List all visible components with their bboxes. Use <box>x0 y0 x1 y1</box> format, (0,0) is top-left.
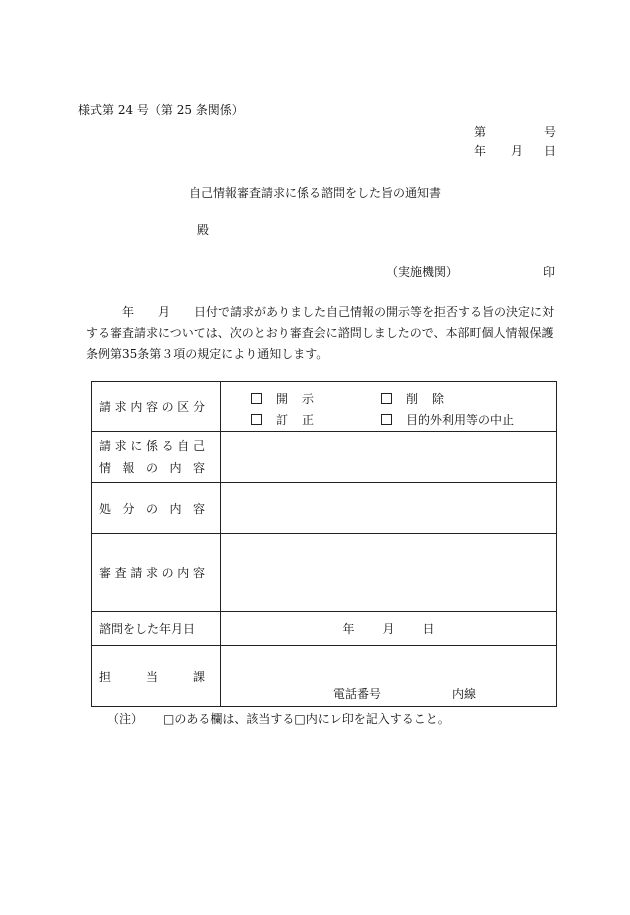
table-row <box>92 382 557 432</box>
disposition-field[interactable] <box>221 483 557 534</box>
body-year: 年 <box>122 305 135 319</box>
table-row <box>92 534 557 612</box>
option-correct[interactable]: 訂 正 <box>251 411 328 428</box>
requested-info-field[interactable] <box>221 432 557 483</box>
table-row <box>92 612 557 646</box>
checkbox-disclose[interactable] <box>251 393 262 404</box>
department-field[interactable] <box>221 646 557 707</box>
body-paragraph <box>86 302 556 365</box>
body-month: 月 <box>158 305 171 319</box>
label-char: 内 <box>130 400 143 414</box>
extension-label: 内線 <box>452 687 477 701</box>
date-day: 日 <box>543 144 556 158</box>
footnote-text: □のある欄は、該当する□内にレ印を記入すること。 <box>163 712 450 726</box>
label-char: 分 <box>192 400 205 414</box>
form-number-label: 様式第 24 号（第 25 条関係） <box>78 103 244 117</box>
addressee-suffix: 殿 <box>197 223 210 237</box>
review-request-field[interactable] <box>221 534 557 612</box>
option-stop-use[interactable]: 目的外利用等の中止 <box>381 411 514 428</box>
label-char: 求 <box>114 400 127 414</box>
requested-info-label: 請 求 に 係 る 自 己 情 報 の 内 容 <box>92 432 221 483</box>
issuer-label: （実施機関） <box>386 265 459 279</box>
number-suffix: 号 <box>543 125 556 139</box>
request-type-label <box>92 382 221 432</box>
table-row <box>92 432 557 483</box>
table-row <box>92 646 557 707</box>
checkbox-stop-use[interactable] <box>381 414 392 425</box>
footnote <box>107 710 450 727</box>
label-char: 請 <box>99 400 112 414</box>
consultation-date-label: 諮問をした年月日 <box>92 612 221 646</box>
footnote-prefix: （注） <box>107 712 144 726</box>
request-details-table <box>91 381 557 707</box>
department-label: 担 当 課 <box>92 646 221 707</box>
review-request-label: 審 査 請 求 の 内 容 <box>92 534 221 612</box>
document-title: 自己情報審査請求に係る諮問をした旨の通知書 <box>188 186 441 200</box>
disposition-label: 処 分 の 内 容 <box>92 483 221 534</box>
body-text: 日付で請求がありました自己情報の開示等を拒否する旨の決定に対する審査請求については、次のとおり審査会に諮問しましたので、本部町個人情報保護条例第35条第３項の規定により通知します。 <box>86 305 555 361</box>
request-type-options <box>221 382 557 432</box>
label-char: の <box>161 400 174 414</box>
phone-label: 電話番号 <box>333 687 382 701</box>
date-month: 月 <box>511 144 524 158</box>
date-year: 年 <box>474 144 487 158</box>
consultation-date-field[interactable]: 年 月 日 <box>221 612 557 646</box>
number-prefix: 第 <box>474 125 487 139</box>
checkbox-delete[interactable] <box>381 393 392 404</box>
label-char: 容 <box>145 400 158 414</box>
option-delete[interactable]: 削 除 <box>381 390 458 407</box>
table-row <box>92 483 557 534</box>
label-char: 区 <box>177 400 190 414</box>
checkbox-correct[interactable] <box>251 414 262 425</box>
option-disclose[interactable]: 開 示 <box>251 390 328 407</box>
seal-label: 印 <box>543 265 556 279</box>
